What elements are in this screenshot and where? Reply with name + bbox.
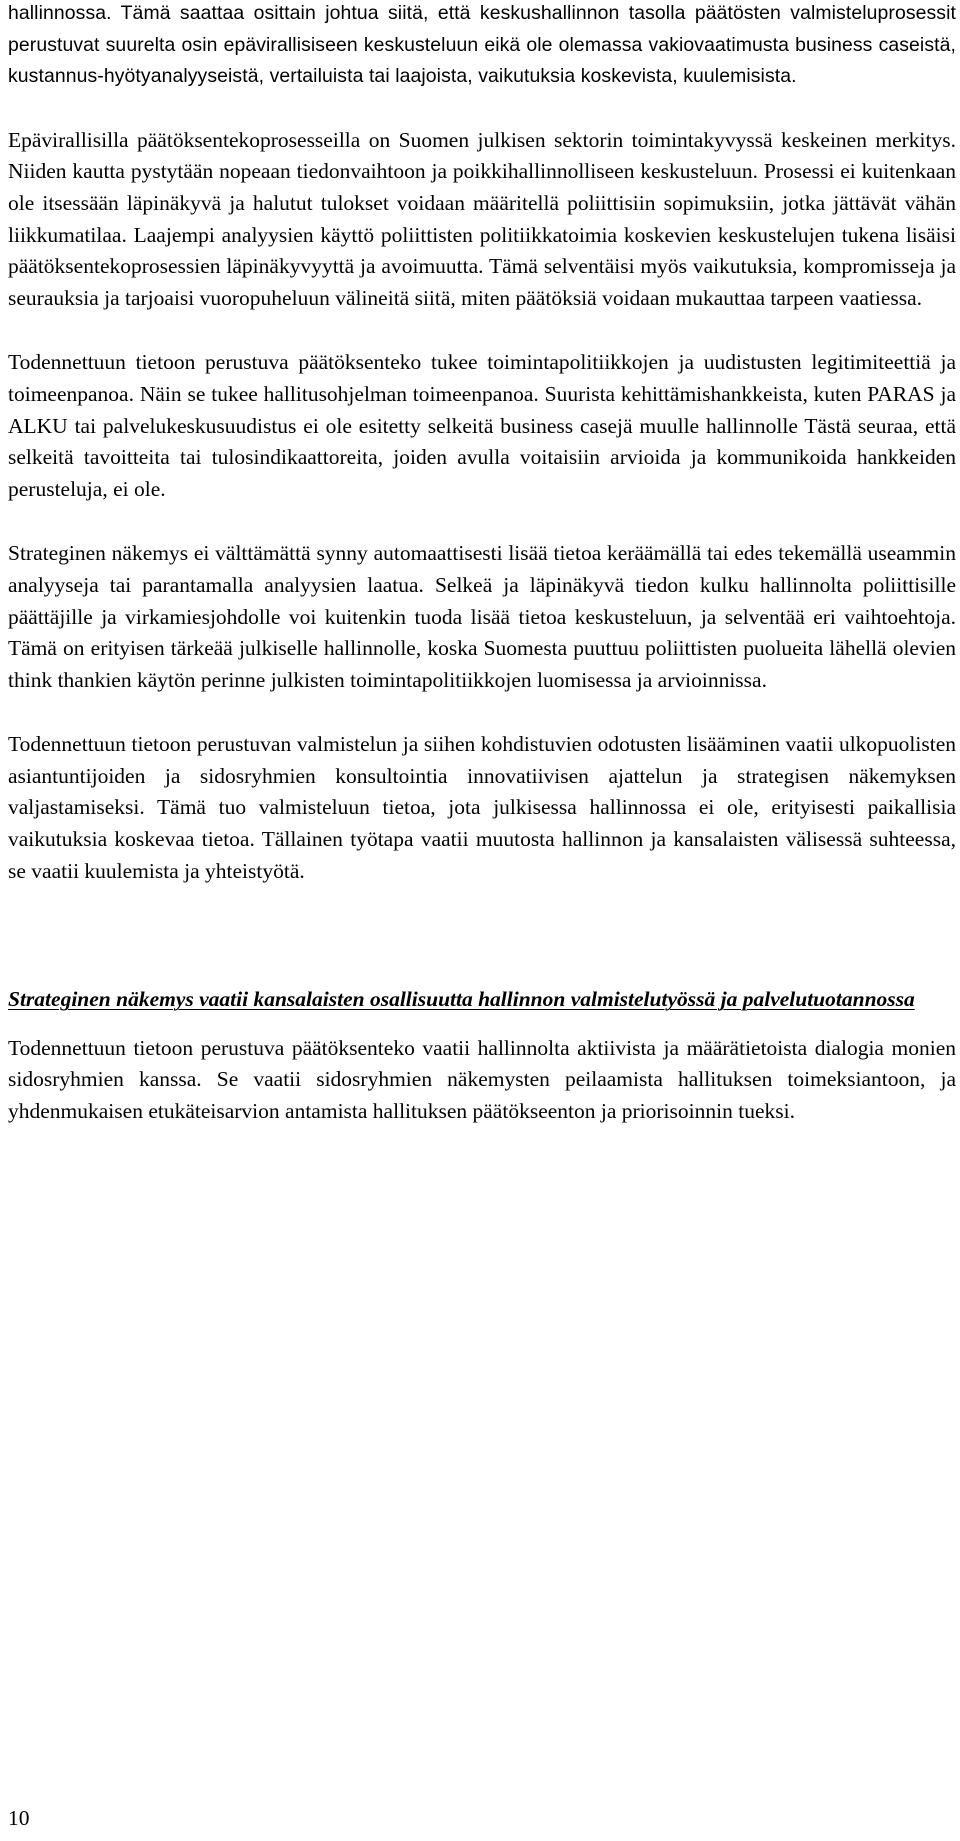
paragraph-preparation: Todennettuun tietoon perustuvan valmistelun ja siihen kohdistuvien odotusten lisääminen vaatii ulkopuolisten asiantuntijoiden ja sidosryhmien konsultointia innovatiivisen ajattelun ja strategisen näkemyksen valjastamiseksi. Tämä tuo valmisteluun tietoa, jota julkisessa hallinnossa ei ole, erityisesti paikallisia vaikutuksia koskevaa tietoa. Tällainen työtapa vaatii muutosta hallinnon ja kansalaisten välisessä suhteessa, se vaatii kuulemista ja yhteistyötä. bbox=[8, 732, 956, 883]
paragraph-intro: hallinnossa. Tämä saattaa osittain johtua siitä, että keskushallinnon tasolla päätösten valmisteluprosessit perustuvat suurelta osin epävirallisiseen keskusteluun eikä ole olemassa vakiovaatimusta business caseistä, kustannus-hyötyanalyyseistä, vertailuista tai laajoista, vaikutuksia koskevista, kuulemisista. bbox=[8, 2, 956, 88]
paragraph-strategic-view: Strateginen näkemys ei välttämättä synny automaattisesti lisää tietoa keräämällä tai edes tekemällä useammin analyyseja tai parantamalla analyysien laatua. Selkeä ja läpinäkyvä tiedon kulku hallinnolta poliittisille päättäjille ja virkamiesjohdolle voi kuitenkin tuoda lisää tietoa keskusteluun, ja selventää eri vaihtoehtoja. Tämä on erityisen tärkeää julkiselle hallinnolle, koska Suomesta puuttuu poliittisten puolueita lähellä olevien think thankien käytön perinne julkisten toimintapolitiikkojen luomisessa ja arvioinnissa. bbox=[8, 541, 956, 692]
document-page bbox=[8, 0, 956, 1161]
paragraph-evidence-based-decisions: Todennettuun tietoon perustuva päätöksenteko tukee toimintapolitiikkojen ja uudistusten legitimiteettiä ja toimeenpanoa. Näin se tukee hallitusohjelman toimeenpanoa. Suurista kehittämishankkeista, kuten PARAS ja ALKU tai palvelukeskusuudistus ei ole esitetty selkeitä business casejä muulle hallinnolle Tästä seuraa, että selkeitä tavoitteita tai tulosindikaattoreita, joiden avulla voitaisiin arvioida ja kommunikoida hankkeiden perusteluja, ei ole. bbox=[8, 350, 956, 501]
paragraph-informal-processes: Epävirallisilla päätöksentekoprosesseilla on Suomen julkisen sektorin toimintakyvyssä keskeinen merkitys. Niiden kautta pystytään nopeaan tiedonvaihtoon ja poikkihallinnolliseen keskusteluun. Prosessi ei kuitenkaan ole itsessään läpinäkyvä ja halutut tulokset voidaan määritellä poliittisiin sopimuksiin, jotka jättävät vähän liikkumatilaa. Laajempi analyysien käyttö poliittisten politiikkatoimia koskevien keskustelujen tukena lisäisi päätöksentekoprosessien läpinäkyvyyttä ja avoimuutta. Tämä selventäisi myös vaikutuksia, kompromisseja ja seurauksia ja tarjoaisi vuoropuheluun välineitä siitä, miten päätöksiä voidaan mukauttaa tarpeen vaatiessa. bbox=[8, 127, 956, 310]
paragraph-dialogue: Todennettuun tietoon perustuva päätöksenteko vaatii hallinnolta aktiivista ja määrätietoista dialogia monien sidosryhmien kanssa. Se vaatii sidosryhmien näkemysten peilaamista hallituksen toimeksiantoon, ja yhdenmukaisen etukäteisarvion antamista hallituksen päätökseenton ja priorisoinnin tueksi. bbox=[8, 1035, 956, 1124]
section-heading: Strateginen näkemys vaatii kansalaisten osallisuutta hallinnon valmistelutyössä ja palvelutuotannossa bbox=[8, 987, 915, 1012]
page-number: 10 bbox=[8, 1806, 30, 1830]
section-spacer bbox=[8, 920, 956, 984]
